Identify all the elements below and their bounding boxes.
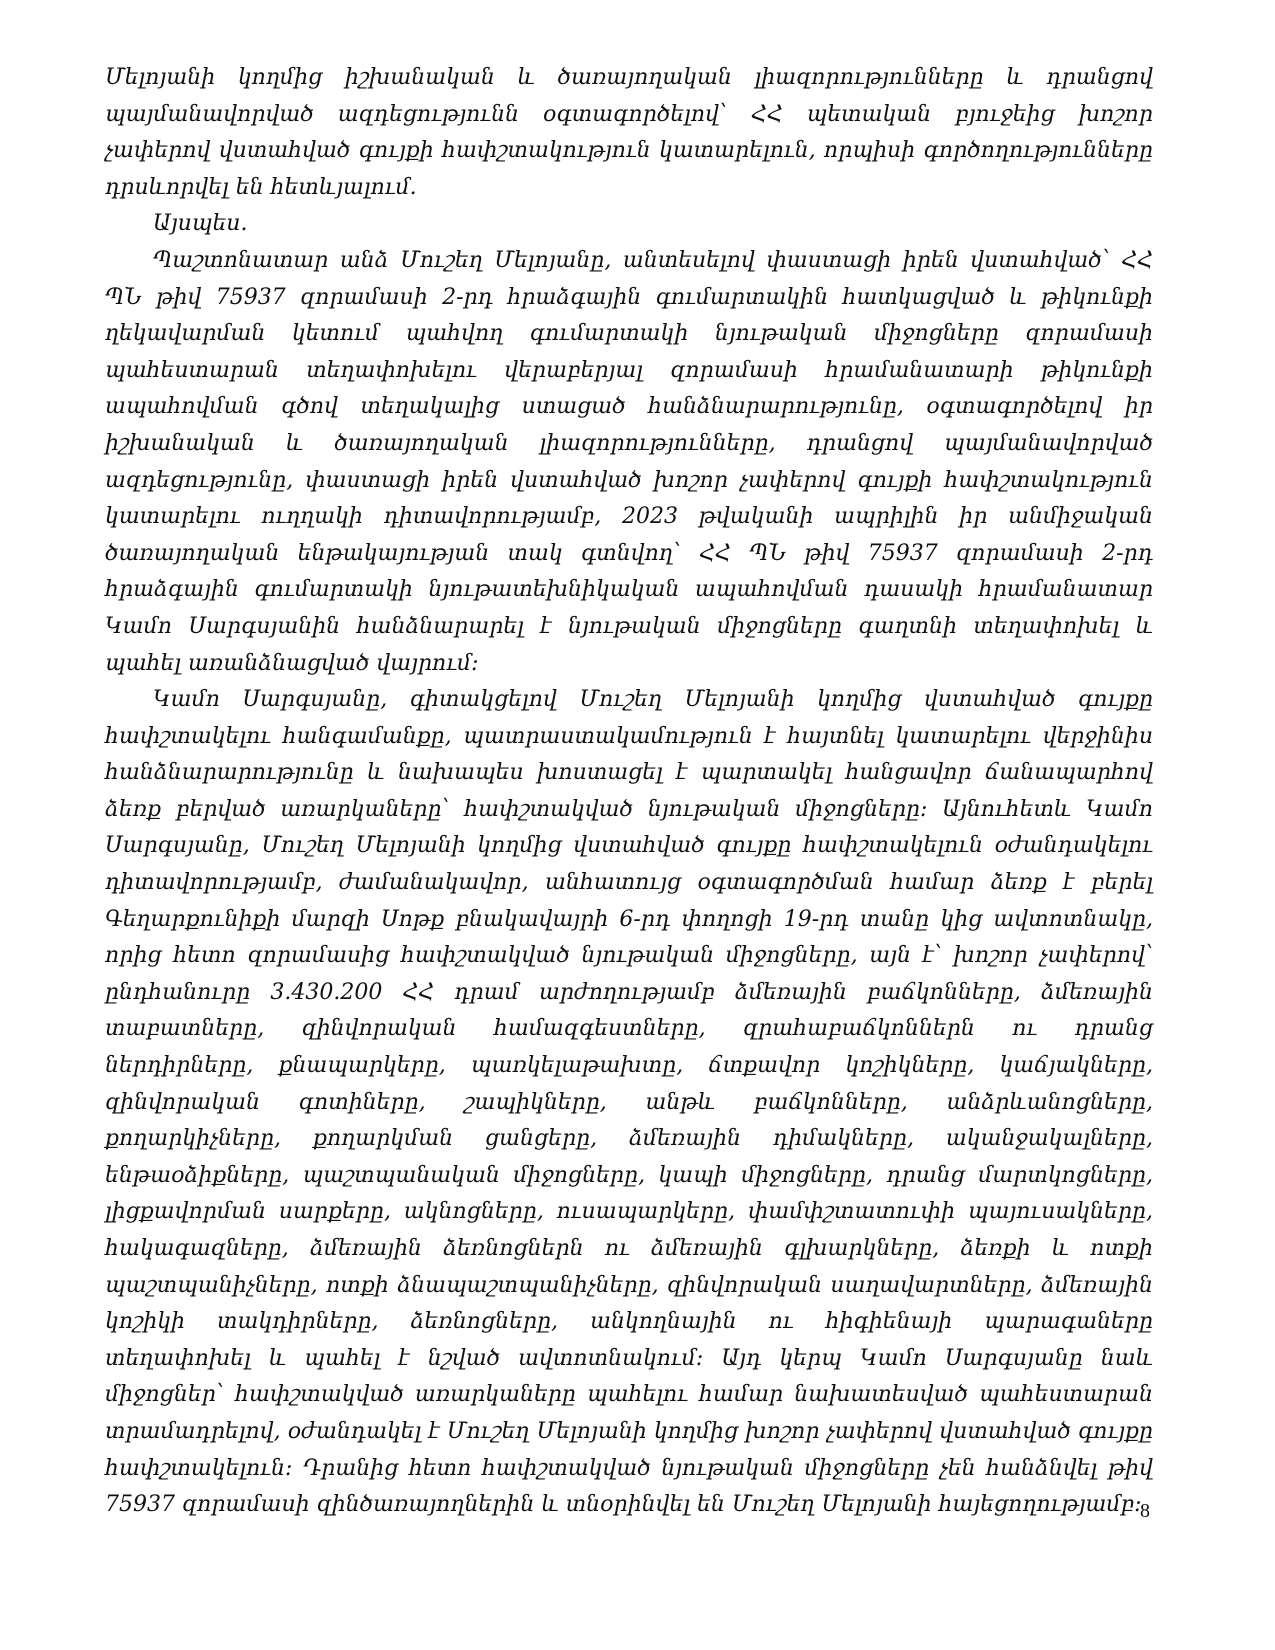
paragraph-continuation: Մելոյանի կողմից իշխանական և ծառայողական լիազորությունները և դրանցով պայմանավորված ազդեցությունն օգտագործելով՝ ՀՀ պետական բյուջեից խոշոր չափերով վստահված գույքի հափշտակություն կատարելուն, որպիսի գործողությունները դրսևորվել են հետևյալում. [105,65,1153,200]
paragraph-sargsyan-assistance: Կամո Սարգսյանը, գիտակցելով Մուշեղ Մելոյանի կողմից վստահված գույքը հափշտակելու հանգամանքը, պատրաստակամություն է հայտնել կատարելու վերջինիս հանձնարարությունը և նախապես խոստացել է պարտակել հանցավոր ճանապարհով ձեռք բերված առարկաները՝ հափշտակված նյութական միջոցները: Այնուհետև Կամո Սարգսյանը, Մուշեղ Մելոյանի կողմից վստահված գույքը հափշտակելուն օժանդակելու դիտավորությամբ, ժամանակավոր, անհատույց օգտագործման համար ձեռք է բերել Գեղարքունիքի մարզի Սոթք բնակավայրի 6-րդ փողոցի 19-րդ տանը կից ավտոտնակը, որից հետո զորամասից հափշտակված նյութական միջոցները, այն է՝ խոշոր չափերով՝ ընդհանուրը 3.430.200 ՀՀ դրամ արժողությամբ ձմեռային բաճկոնները, ձմեռային տաբատները, զինվորական համազգեստները, զրահաբաճկոններն ու դրանց ներդիրները, քնապարկերը, պառկելաթախտը, ճտքավոր կոշիկները, կաճյակները, զինվորական գոտիները, շապիկները, անթև բաճկոնները, անձրևանոցները, քողարկիչները, քողարկման ցանցերը, ձմեռային դիմակները, ականջակալները, ենթաօձիքները, պաշտպանական միջոցները, կապի միջոցները, դրանց մարտկոցները, լիցքավորման սարքերը, ակնոցները, ուսապարկերը, փամփշտատուփի պայուսակները, հակագազները, ձմեռային ձեռնոցներն ու ձմեռային գլխարկները, ձեռքի և ոտքի պաշտպանիչները, ոտքի ձնապաշտպանիչները, զինվորական սաղավարտները, ձմեռային կոշիկի տակդիրները, ձեռնոցները, անկողնային ու հիգիենայի պարագաները տեղափոխել և պահել է նշված ավտոտնակում: Այդ կերպ Կամո Սարգսյանը նաև միջոցներ՝ հափշտակված առարկաները պահելու համար նախատեսված պահեստարան տրամադրելով, օժանդակել է Մուշեղ Մելոյանի կողմից խոշոր չափերով վստահված գույքը հափշտակելուն: Դրանից հետո հափշտակված նյութական միջոցները չեն հանձնվել թիվ 75937 զորամասի զինծառայողներին և տնօրինվել են Մուշեղ Մելոյանի հայեցողությամբ: [105,687,1153,1518]
paragraph-intro: Այսպես. [153,211,248,237]
document-body [105,60,1153,1524]
paragraph-meloyan-instruction: Պաշտոնատար անձ Մուշեղ Մելոյանը, անտեսելով փաստացի իրեն վստահված՝ ՀՀ ՊՆ թիվ 75937 զորամասի 2-րդ հրաձգային գումարտակին հատկացված և թիկունքի ղեկավարման կետում պահվող գումարտակի նյութական միջոցները զորամասի պահեստարան տեղափոխելու վերաբերյալ զորամասի հրամանատարի թիկունքի ապահովման գծով տեղակալից ստացած հանձնարարությունը, օգտագործելով իր իշխանական և ծառայողական լիազորությունները, դրանցով պայմանավորված ազդեցությունը, փաստացի իրեն վստահված խոշոր չափերով գույքի հափշտակություն կատարելու ուղղակի դիտավորությամբ, 2023 թվականի ապրիլին իր անմիջական ծառայողական ենթակայության տակ գտնվող՝ ՀՀ ՊՆ թիվ 75937 զորամասի 2-րդ հրաձգային գումարտակի նյութատեխնիկական ապահովման դասակի հրամանատար Կամո Սարգսյանին հանձնարարել է նյութական միջոցները գաղտնի տեղափոխել և պահել առանձնացված վայրում: [105,247,1153,676]
page-number: 8 [1140,1500,1150,1522]
